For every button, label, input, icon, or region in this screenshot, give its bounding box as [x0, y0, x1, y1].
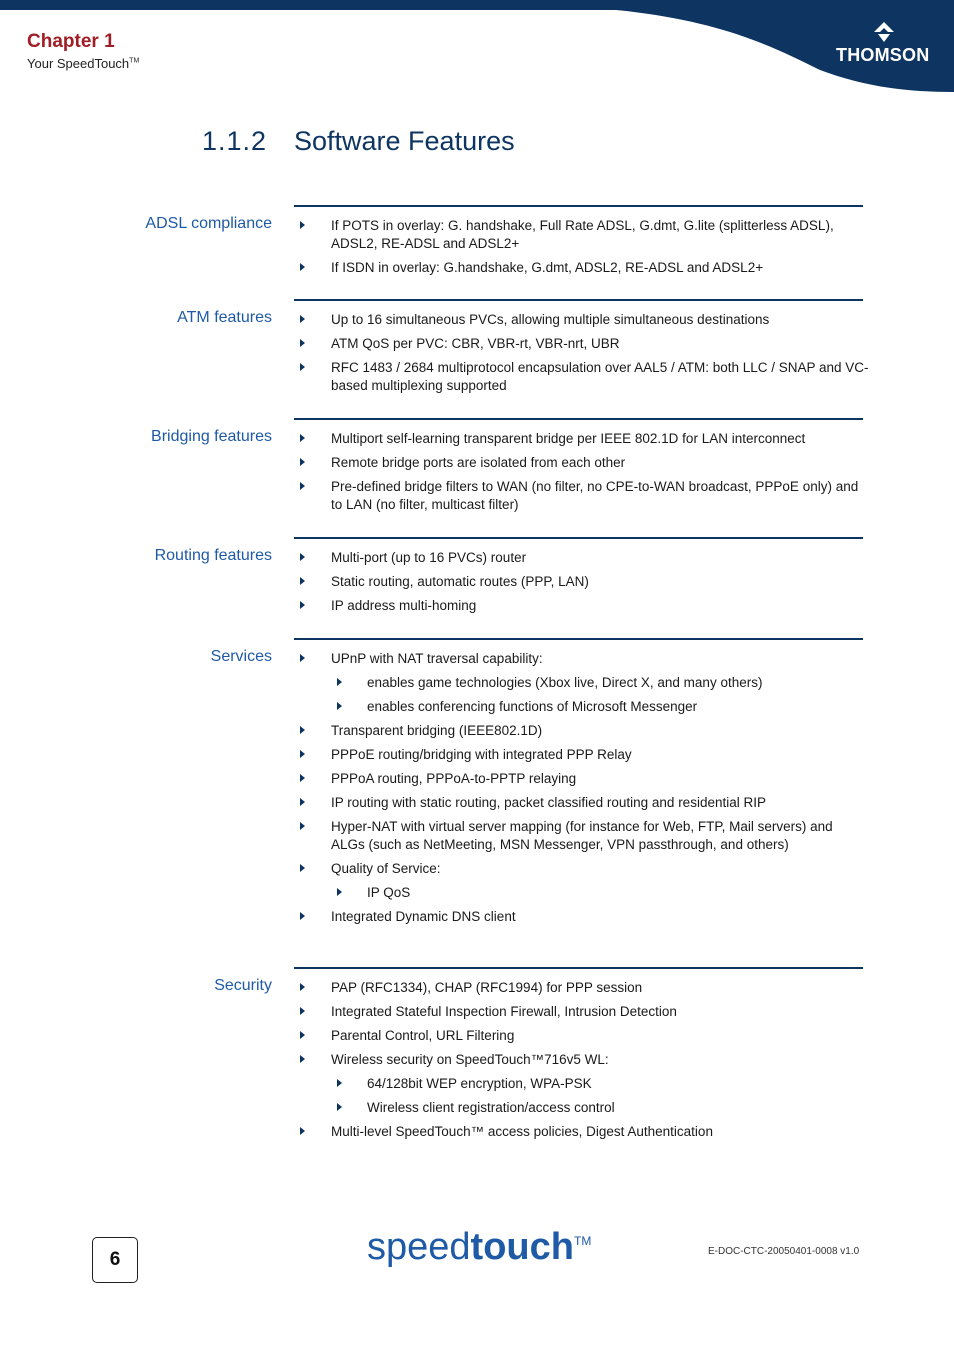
bullet-arrow-icon	[337, 1079, 342, 1087]
list-item-text: Static routing, automatic routes (PPP, LAN)	[331, 574, 589, 589]
list-item-text: ATM QoS per PVC: CBR, VBR-rt, VBR-nrt, UBR	[331, 336, 620, 351]
bullet-arrow-icon	[300, 798, 305, 806]
feature-list	[294, 430, 869, 520]
bullet-arrow-icon	[337, 678, 342, 686]
bullet-arrow-icon	[337, 888, 342, 896]
list-item-text: Up to 16 simultaneous PVCs, allowing multiple simultaneous destinations	[331, 312, 770, 327]
bullet-arrow-icon	[300, 750, 305, 758]
list-item-text: Integrated Dynamic DNS client	[331, 908, 516, 924]
list-item	[294, 979, 869, 997]
list-item-text: Wireless security on SpeedTouch™716v5 WL:	[331, 1052, 609, 1067]
list-item	[294, 650, 869, 668]
bullet-arrow-icon	[300, 458, 305, 466]
list-item	[294, 1003, 869, 1021]
section-divider	[294, 967, 863, 969]
list-item	[294, 794, 869, 812]
bullet-arrow-icon	[300, 1055, 305, 1063]
list-item	[294, 430, 869, 448]
list-item-text: Pre-defined bridge filters to WAN (no filter, no CPE-to-WAN broadcast, PPPoE only) and to LAN (no filter, multicast filter)	[331, 479, 859, 512]
list-item-text: PAP (RFC1334), CHAP (RFC1994) for PPP session	[331, 980, 643, 995]
list-item	[294, 908, 869, 926]
list-item	[294, 1027, 869, 1045]
section-divider	[294, 299, 863, 301]
bullet-arrow-icon	[300, 864, 305, 872]
sub-list-item	[294, 698, 869, 716]
section-label: Services	[210, 648, 272, 665]
sub-list-item	[294, 884, 869, 902]
bullet-arrow-icon	[337, 1103, 342, 1111]
feature-list	[294, 311, 869, 401]
list-item-text: Multi-level SpeedTouch™ access policies, Digest Authentication	[331, 1124, 713, 1139]
bullet-arrow-icon	[300, 363, 305, 371]
bullet-arrow-icon	[300, 912, 305, 920]
bullet-arrow-icon	[300, 1031, 305, 1039]
list-item	[294, 860, 869, 878]
section-divider	[294, 638, 863, 640]
feature-list	[294, 217, 869, 283]
bullet-arrow-icon	[300, 339, 305, 347]
list-item-text: Remote bridge ports are isolated from each other	[331, 455, 626, 470]
bullet-arrow-icon	[300, 774, 305, 782]
list-item	[294, 478, 869, 513]
list-item-text: Multiport self-learning transparent bridge per IEEE 802.1D for LAN interconnect	[331, 431, 806, 446]
list-item-text: PPPoA routing, PPPoA-to-PPTP relaying	[331, 771, 577, 786]
list-item-text: enables conferencing functions of Microsoft Messenger	[367, 699, 698, 714]
list-item	[294, 311, 869, 329]
list-item	[294, 818, 869, 853]
sub-list-item	[294, 1099, 869, 1117]
bullet-arrow-icon	[300, 654, 305, 662]
bullet-arrow-icon	[300, 1007, 305, 1015]
list-item	[294, 454, 869, 472]
list-item	[294, 549, 869, 567]
sub-list-item	[294, 674, 869, 692]
list-item-text: Wireless client registration/access control	[367, 1100, 615, 1115]
heading-number: 1.1.2	[202, 126, 268, 156]
list-item	[294, 359, 869, 394]
section-divider	[294, 205, 863, 207]
section-label: Routing features	[154, 547, 272, 564]
list-item	[294, 1123, 869, 1141]
list-item-text: UPnP with NAT traversal capability:	[331, 651, 543, 666]
list-item-text: IP QoS	[367, 884, 411, 900]
section-divider	[294, 418, 863, 420]
list-item	[294, 746, 869, 764]
list-item-text: If ISDN in overlay: G.handshake, G.dmt, ADSL2, RE-ADSL and ADSL2+	[331, 259, 764, 275]
section-label: ADSL compliance	[145, 215, 272, 232]
section-divider	[294, 537, 863, 539]
bullet-arrow-icon	[300, 482, 305, 490]
list-item	[294, 1051, 869, 1069]
chapter-title: Chapter 1	[27, 31, 115, 52]
section-label: Bridging features	[151, 428, 272, 445]
thomson-logo-text: THOMSON	[836, 45, 930, 65]
list-item-text: 64/128bit WEP encryption, WPA-PSK	[367, 1076, 592, 1091]
section-label: Security	[214, 977, 272, 994]
bullet-arrow-icon	[300, 263, 305, 271]
bullet-arrow-icon	[300, 553, 305, 561]
heading-title: Software Features	[294, 126, 515, 156]
bullet-arrow-icon	[300, 577, 305, 585]
feature-list	[294, 650, 869, 932]
document-reference: E-DOC-CTC-20050401-0008 v1.0	[708, 1246, 860, 1257]
bullet-arrow-icon	[300, 1127, 305, 1135]
list-item-text: PPPoE routing/bridging with integrated PPP Relay	[331, 747, 632, 762]
list-item	[294, 597, 869, 615]
section-heading	[202, 126, 515, 157]
sub-list-item	[294, 1075, 869, 1093]
feature-list	[294, 549, 869, 621]
bullet-arrow-icon	[300, 983, 305, 991]
list-item	[294, 217, 869, 252]
bullet-arrow-icon	[300, 434, 305, 442]
list-item	[294, 770, 869, 788]
list-item-text: Multi-port (up to 16 PVCs) router	[331, 550, 527, 565]
section-label: ATM features	[177, 309, 272, 326]
bullet-arrow-icon	[300, 726, 305, 734]
list-item-text: Integrated Stateful Inspection Firewall, Intrusion Detection	[331, 1004, 677, 1019]
list-item	[294, 259, 869, 277]
list-item	[294, 722, 869, 740]
list-item-text: IP routing with static routing, packet classified routing and residential RIP	[331, 795, 766, 810]
feature-list	[294, 979, 869, 1147]
chapter-subtitle: Your SpeedTouch™	[27, 56, 140, 71]
bullet-arrow-icon	[300, 315, 305, 323]
list-item-text: Quality of Service:	[331, 860, 441, 876]
page-number: 6	[92, 1237, 138, 1283]
bullet-arrow-icon	[300, 221, 305, 229]
bullet-arrow-icon	[300, 601, 305, 609]
bullet-arrow-icon	[337, 702, 342, 710]
list-item	[294, 573, 869, 591]
thomson-logo-icon	[872, 21, 896, 43]
list-item-text: Parental Control, URL Filtering	[331, 1028, 515, 1043]
list-item-text: Hyper-NAT with virtual server mapping (for instance for Web, FTP, Mail servers) and ALGs (such as NetMeeting, MSN Messenger, VPN passthrough, and others)	[331, 819, 833, 852]
speedtouch-logo: speedtouch™	[367, 1226, 592, 1268]
header-wave-shape	[0, 0, 954, 92]
list-item-text: enables game technologies (Xbox live, Direct X, and many others)	[367, 675, 763, 690]
list-item-text: If POTS in overlay: G. handshake, Full Rate ADSL, G.dmt, G.lite (splitterless ADSL), ADSL2, RE-ADSL and ADSL2+	[331, 218, 834, 251]
list-item-text: IP address multi-homing	[331, 598, 477, 613]
bullet-arrow-icon	[300, 822, 305, 830]
list-item	[294, 335, 869, 353]
list-item-text: Transparent bridging (IEEE802.1D)	[331, 723, 543, 738]
list-item-text: RFC 1483 / 2684 multiprotocol encapsulation over AAL5 / ATM: both LLC / SNAP and VC-based multiplexing supported	[331, 360, 869, 393]
